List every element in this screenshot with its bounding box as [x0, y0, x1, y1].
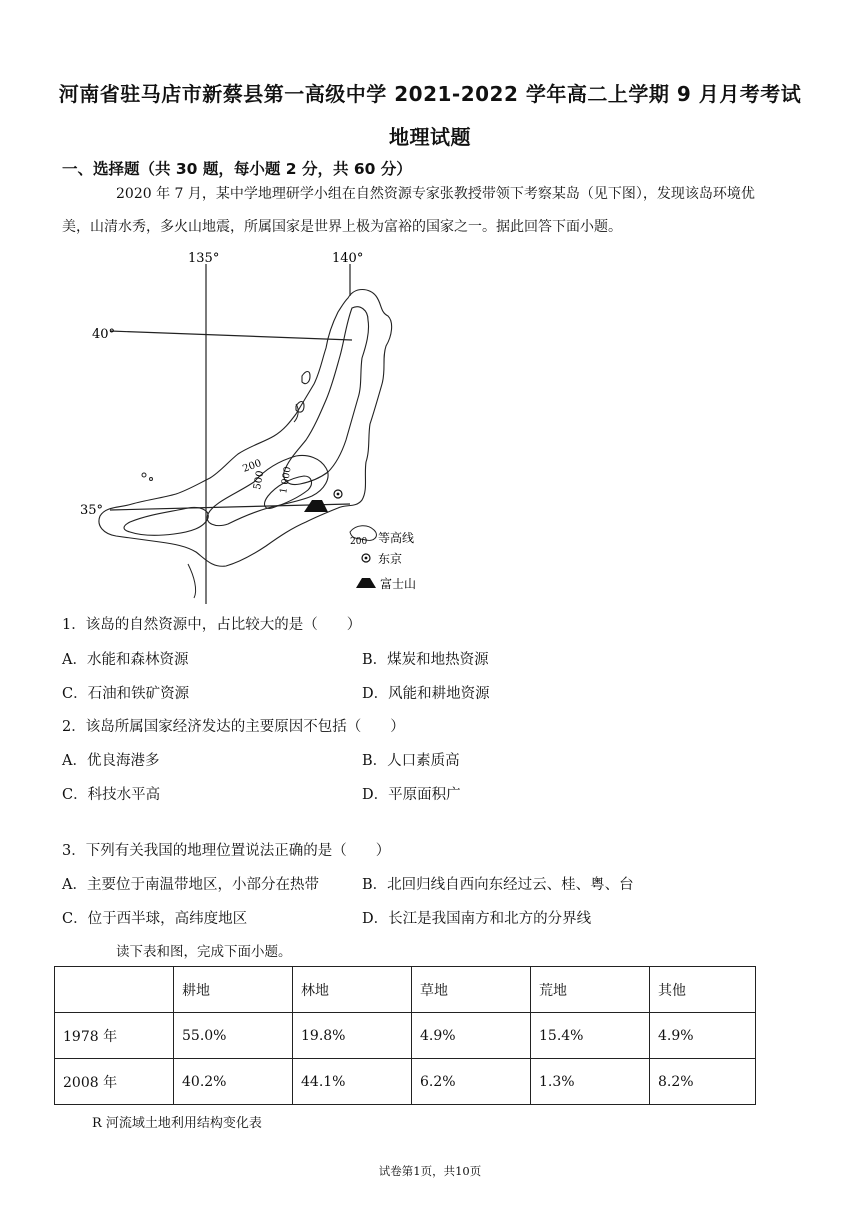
contour-label-1000: 1 000 — [278, 465, 294, 495]
island-outline — [99, 290, 392, 567]
question-1-option-a[interactable]: A．水能和森林资源 — [62, 652, 189, 668]
table-cell: 15.4% — [531, 1013, 650, 1059]
islet — [142, 473, 146, 477]
question-2-stem: 2．该岛所属国家经济发达的主要原因不包括（ ） — [62, 719, 405, 735]
question-2-option-d[interactable]: D．平原面积广 — [362, 787, 461, 803]
table-header-cell: 耕地 — [174, 967, 293, 1013]
coast-fragment — [188, 564, 196, 598]
exam-title-line1: 河南省驻马店市新蔡县第一高级中学 2021-2022 学年高二上学期 9 月月考考试 — [58, 82, 802, 106]
question-2-option-c[interactable]: C．科技水平高 — [62, 787, 161, 803]
table-caption: R 河流域土地利用结构变化表 — [92, 1116, 262, 1131]
table-header-cell: 荒地 — [531, 967, 650, 1013]
table-cell: 1.3% — [531, 1059, 650, 1105]
table-row — [55, 1059, 756, 1105]
label-140: 140° — [332, 251, 364, 266]
legend-fuji-label: 富士山 — [380, 577, 417, 591]
question-1-stem: 1．该岛的自然资源中，占比较大的是（ ） — [62, 617, 362, 633]
table-cell: 44.1% — [293, 1059, 412, 1105]
table-header-cell — [55, 967, 174, 1013]
mount-fuji-icon — [304, 500, 328, 512]
table-cell: 8.2% — [650, 1059, 756, 1105]
question-3-option-c[interactable]: C．位于西半球，高纬度地区 — [62, 911, 248, 927]
section-heading: 一、选择题（共 30 题，每小题 2 分，共 60 分） — [62, 160, 412, 178]
islet — [150, 478, 153, 481]
table-cell: 4.9% — [650, 1013, 756, 1059]
table-header-cell: 林地 — [293, 967, 412, 1013]
intro-line-2: 美，山清水秀，多火山地震，所属国家是世界上极为富裕的国家之一。据此回答下面小题。 — [62, 219, 622, 235]
table-cell: 2008 年 — [55, 1059, 174, 1105]
table-cell: 19.8% — [293, 1013, 412, 1059]
legend-tokyo-dot — [365, 557, 368, 560]
question-3-option-d[interactable]: D．长江是我国南方和北方的分界线 — [362, 911, 592, 927]
question-3-option-a[interactable]: A．主要位于南温带地区，小部分在热带 — [62, 877, 319, 893]
question-1-option-b[interactable]: B．煤炭和地热资源 — [362, 652, 489, 668]
label-35: 35° — [80, 503, 104, 518]
table-header-cell: 其他 — [650, 967, 756, 1013]
parallel-40 — [110, 331, 352, 340]
table-header-cell: 草地 — [412, 967, 531, 1013]
table-cell: 40.2% — [174, 1059, 293, 1105]
exam-title-line2: 地理试题 — [389, 125, 471, 149]
japan-island-map — [70, 246, 450, 606]
tokyo-dot — [337, 493, 340, 496]
question-2-option-a[interactable]: A．优良海港多 — [62, 753, 160, 769]
question-2-option-b[interactable]: B．人口素质高 — [362, 753, 460, 769]
question-3-option-b[interactable]: B．北回归线自西向东经过云、桂、粤、台 — [362, 877, 634, 893]
intro-line-1: 2020 年 7 月，某中学地理研学小组在自然资源专家张教授带领下考察某岛（见下图），发现该岛环境优 — [116, 186, 755, 202]
table-cell: 55.0% — [174, 1013, 293, 1059]
legend-fuji-icon — [356, 578, 376, 588]
contour-label-200: 200 — [241, 457, 263, 475]
contour-label-500: 500 — [252, 469, 267, 491]
table-header-row — [55, 967, 756, 1013]
map-legend — [350, 526, 416, 591]
legend-contour-value: 200 — [350, 537, 368, 547]
legend-tokyo-label: 东京 — [378, 552, 403, 566]
table-cell: 4.9% — [412, 1013, 531, 1059]
question-1-option-c[interactable]: C．石油和铁矿资源 — [62, 686, 190, 702]
table-intro: 读下表和图，完成下面小题。 — [116, 944, 292, 960]
page-footer: 试卷第1页，共10页 — [378, 1164, 482, 1178]
question-3-stem: 3．下列有关我国的地理位置说法正确的是（ ） — [62, 843, 391, 859]
table-cell: 6.2% — [412, 1059, 531, 1105]
label-40: 40° — [92, 327, 116, 342]
table-cell: 1978 年 — [55, 1013, 174, 1059]
label-135: 135° — [188, 251, 220, 266]
land-use-table — [54, 966, 756, 1105]
question-1-option-d[interactable]: D．风能和耕地资源 — [362, 686, 490, 702]
legend-contour-label: 等高线 — [378, 531, 415, 545]
table-row — [55, 1013, 756, 1059]
